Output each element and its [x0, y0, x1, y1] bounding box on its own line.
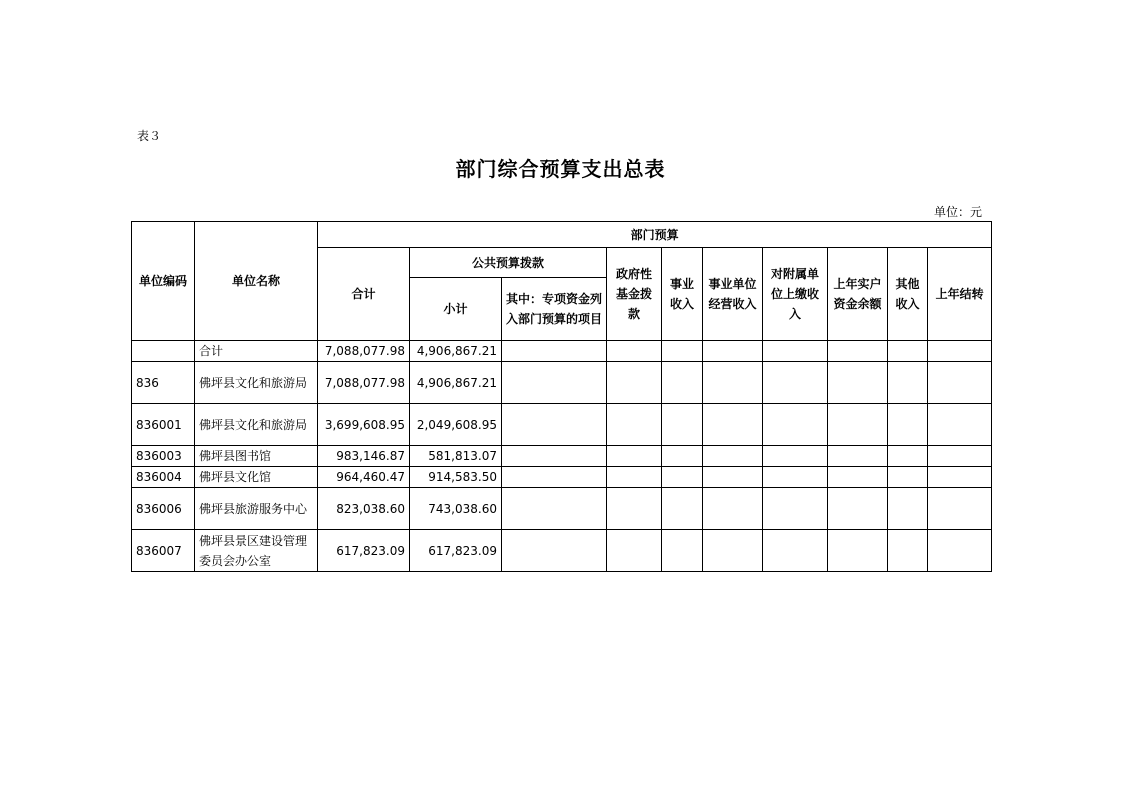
unit-name-cell: 佛坪县景区建设管理委员会办公室: [195, 530, 318, 572]
total-cell: 983,146.87: [318, 446, 410, 467]
table-row: [132, 404, 992, 446]
unit-code-cell: 836006: [132, 488, 195, 530]
budget-expenditure-table: [131, 221, 992, 572]
header-business-income: 事业收入: [662, 248, 703, 341]
header-other-income: 其他收入: [888, 248, 928, 341]
header-subtotal: 小计: [410, 278, 502, 341]
unit-code-cell: 836: [132, 362, 195, 404]
total-cell: 617,823.09: [318, 530, 410, 572]
header-dept-budget: 部门预算: [318, 222, 992, 248]
subtotal-cell: 914,583.50: [410, 467, 502, 488]
unit-code-cell: [132, 341, 195, 362]
header-business-op-income: 事业单位经营收入: [703, 248, 763, 341]
table-number: 表３: [137, 129, 162, 143]
document-title: 部门综合预算支出总表: [455, 157, 666, 181]
unit-code-cell: 836004: [132, 467, 195, 488]
subtotal-cell: 4,906,867.21: [410, 341, 502, 362]
table-row: [132, 362, 992, 404]
subtotal-cell: 4,906,867.21: [410, 362, 502, 404]
header-prev-balance: 上年实户资金余额: [828, 248, 888, 341]
total-cell: 3,699,608.95: [318, 404, 410, 446]
table-row: [132, 341, 992, 362]
total-cell: 7,088,077.98: [318, 341, 410, 362]
unit-name-cell: 佛坪县图书馆: [195, 446, 318, 467]
subtotal-cell: 2,049,608.95: [410, 404, 502, 446]
table-row: [132, 446, 992, 467]
unit-name-cell: 佛坪县文化和旅游局: [195, 404, 318, 446]
unit-code-cell: 836001: [132, 404, 195, 446]
header-special-funds: 其中：专项资金列入部门预算的项目: [502, 278, 607, 341]
header-carryover: 上年结转: [928, 248, 992, 341]
table-row: [132, 467, 992, 488]
table-row: [132, 488, 992, 530]
header-total: 合计: [318, 248, 410, 341]
header-unit-name: 单位名称: [195, 222, 318, 341]
unit-code-cell: 836007: [132, 530, 195, 572]
unit-name-cell: 佛坪县文化和旅游局: [195, 362, 318, 404]
total-cell: 964,460.47: [318, 467, 410, 488]
subtotal-cell: 581,813.07: [410, 446, 502, 467]
header-unit-code: 单位编码: [132, 222, 195, 341]
table-row: [132, 530, 992, 572]
header-subordinate-income: 对附属单位上缴收入: [763, 248, 828, 341]
unit-name-cell: 佛坪县旅游服务中心: [195, 488, 318, 530]
header-gov-fund: 政府性基金拨款: [607, 248, 662, 341]
unit-code-cell: 836003: [132, 446, 195, 467]
header-public-budget: 公共预算拨款: [410, 248, 607, 278]
subtotal-cell: 617,823.09: [410, 530, 502, 572]
total-cell: 7,088,077.98: [318, 362, 410, 404]
unit-label: 单位：元: [934, 205, 983, 219]
unit-name-cell: 佛坪县文化馆: [195, 467, 318, 488]
unit-name-cell: 合计: [195, 341, 318, 362]
total-cell: 823,038.60: [318, 488, 410, 530]
subtotal-cell: 743,038.60: [410, 488, 502, 530]
